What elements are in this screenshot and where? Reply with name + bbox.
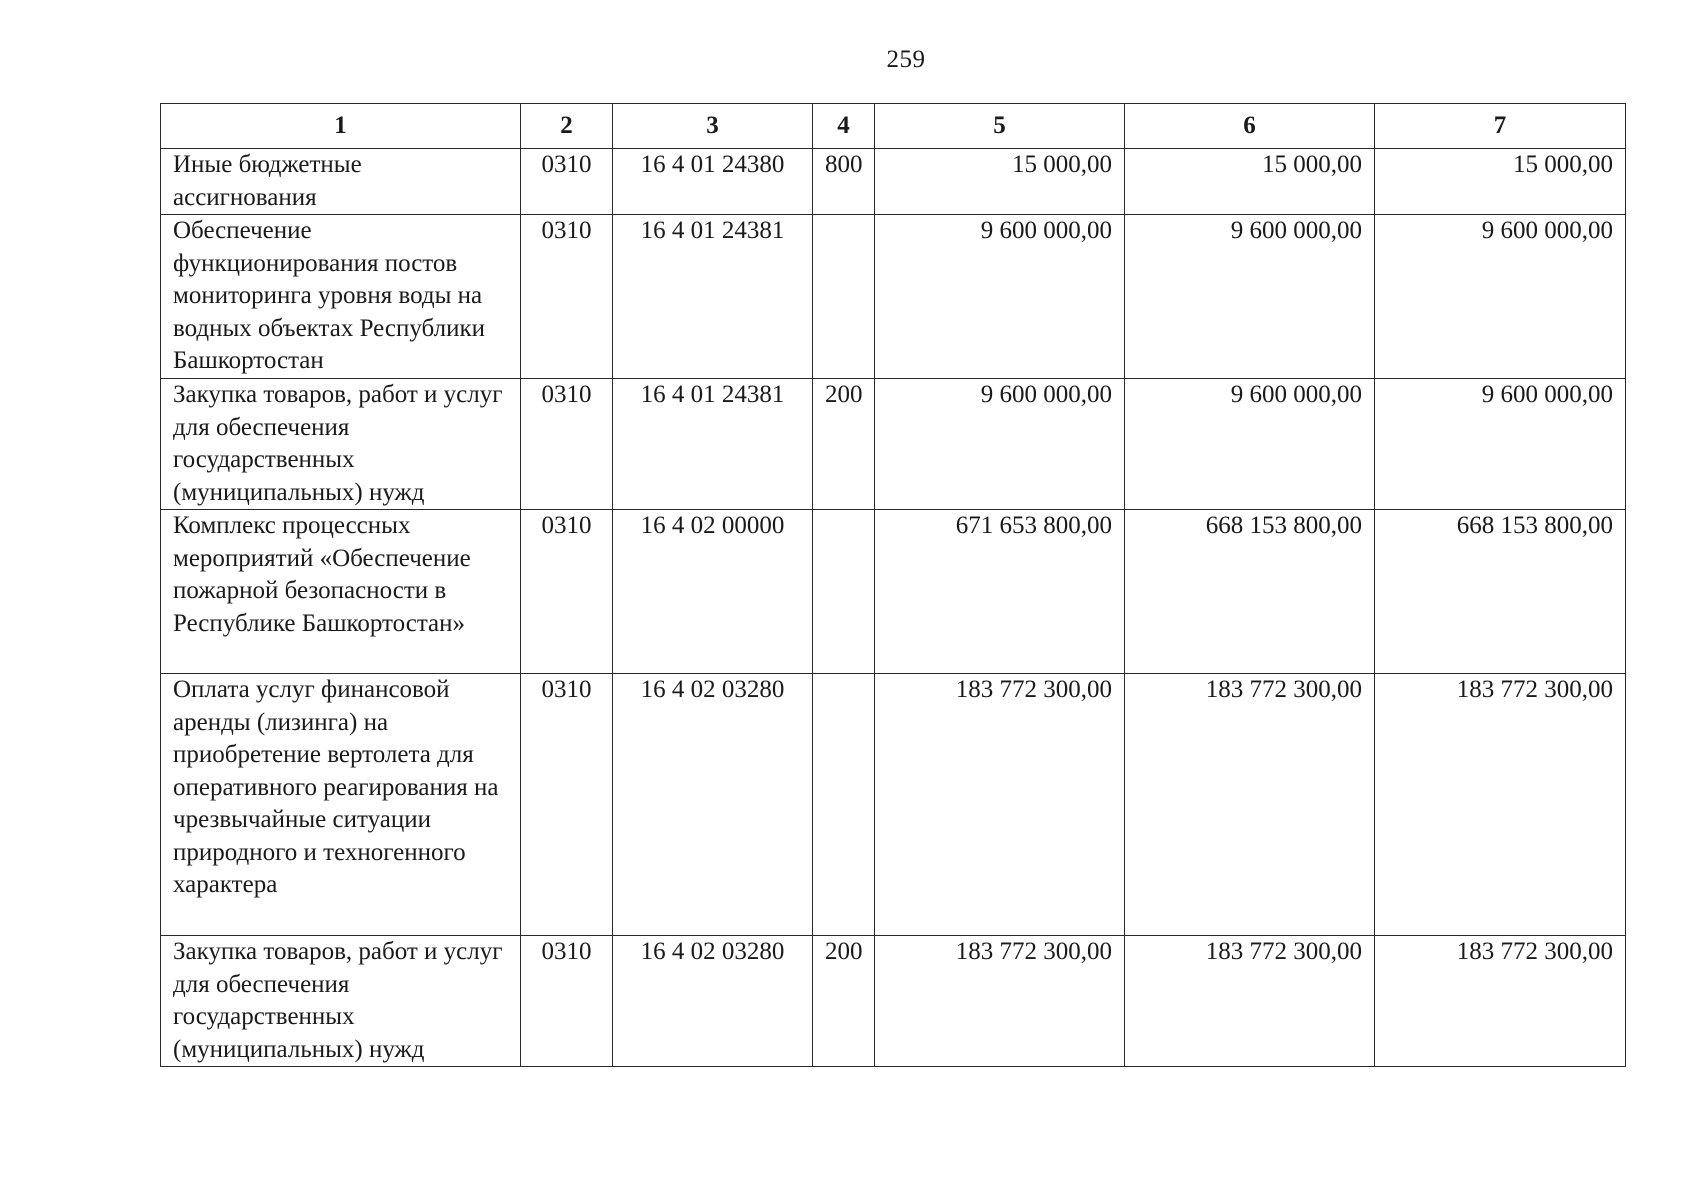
row-expense-type <box>813 674 875 936</box>
row-amount-year2: 9 600 000,00 <box>1125 215 1375 379</box>
row-expense-type <box>813 510 875 674</box>
row-amount-year1: 15 000,00 <box>875 149 1125 215</box>
header-cell-3: 3 <box>613 104 813 149</box>
header-row <box>161 104 1626 149</box>
budget-table <box>160 103 1626 1067</box>
header-cell-2: 2 <box>521 104 613 149</box>
row-amount-year2: 183 772 300,00 <box>1125 674 1375 936</box>
row-expense-type <box>813 215 875 379</box>
row-section: 0310 <box>521 215 613 379</box>
row-amount-year1: 9 600 000,00 <box>875 379 1125 510</box>
table-row <box>161 510 1626 674</box>
row-section: 0310 <box>521 674 613 936</box>
row-amount-year1: 183 772 300,00 <box>875 936 1125 1067</box>
row-target: 16 4 02 00000 <box>613 510 813 674</box>
row-amount-year3: 183 772 300,00 <box>1375 674 1626 936</box>
table-row <box>161 674 1626 936</box>
row-amount-year3: 15 000,00 <box>1375 149 1626 215</box>
row-name: Иные бюджетные ассигнования <box>161 149 521 215</box>
row-amount-year3: 668 153 800,00 <box>1375 510 1626 674</box>
row-amount-year1: 9 600 000,00 <box>875 215 1125 379</box>
header-cell-7: 7 <box>1375 104 1626 149</box>
row-amount-year1: 671 653 800,00 <box>875 510 1125 674</box>
row-section: 0310 <box>521 379 613 510</box>
row-expense-type: 200 <box>813 379 875 510</box>
row-amount-year2: 15 000,00 <box>1125 149 1375 215</box>
row-name: Закупка товаров, работ и услуг для обеспечения государственных (муниципальных) нужд <box>161 936 521 1067</box>
table-row <box>161 379 1626 510</box>
header-cell-4: 4 <box>813 104 875 149</box>
row-amount-year2: 183 772 300,00 <box>1125 936 1375 1067</box>
header-cell-5: 5 <box>875 104 1125 149</box>
row-amount-year1: 183 772 300,00 <box>875 674 1125 936</box>
row-amount-year3: 9 600 000,00 <box>1375 379 1626 510</box>
header-cell-1: 1 <box>161 104 521 149</box>
row-amount-year2: 668 153 800,00 <box>1125 510 1375 674</box>
table-row <box>161 149 1626 215</box>
row-section: 0310 <box>521 510 613 674</box>
row-target: 16 4 01 24380 <box>613 149 813 215</box>
row-amount-year3: 183 772 300,00 <box>1375 936 1626 1067</box>
table-row <box>161 215 1626 379</box>
page-number: 259 <box>886 46 926 73</box>
row-name: Обеспечение функционирования постов мониторинга уровня воды на водных объектах Республики Башкортостан <box>161 215 521 379</box>
row-name: Закупка товаров, работ и услуг для обеспечения государственных (муниципальных) нужд <box>161 379 521 510</box>
row-amount-year3: 9 600 000,00 <box>1375 215 1626 379</box>
row-amount-year2: 9 600 000,00 <box>1125 379 1375 510</box>
row-target: 16 4 02 03280 <box>613 936 813 1067</box>
row-expense-type: 200 <box>813 936 875 1067</box>
row-target: 16 4 01 24381 <box>613 379 813 510</box>
row-name: Оплата услуг финансовой аренды (лизинга) на приобретение вертолета для оперативного реагирования на чрезвычайные ситуации природного и техногенного характера <box>161 674 521 936</box>
row-section: 0310 <box>521 149 613 215</box>
row-name: Комплекс процессных мероприятий «Обеспечение пожарной безопасности в Республике Башкортостан» <box>161 510 521 674</box>
table-row <box>161 936 1626 1067</box>
row-expense-type: 800 <box>813 149 875 215</box>
row-section: 0310 <box>521 936 613 1067</box>
row-target: 16 4 01 24381 <box>613 215 813 379</box>
header-cell-6: 6 <box>1125 104 1375 149</box>
row-target: 16 4 02 03280 <box>613 674 813 936</box>
